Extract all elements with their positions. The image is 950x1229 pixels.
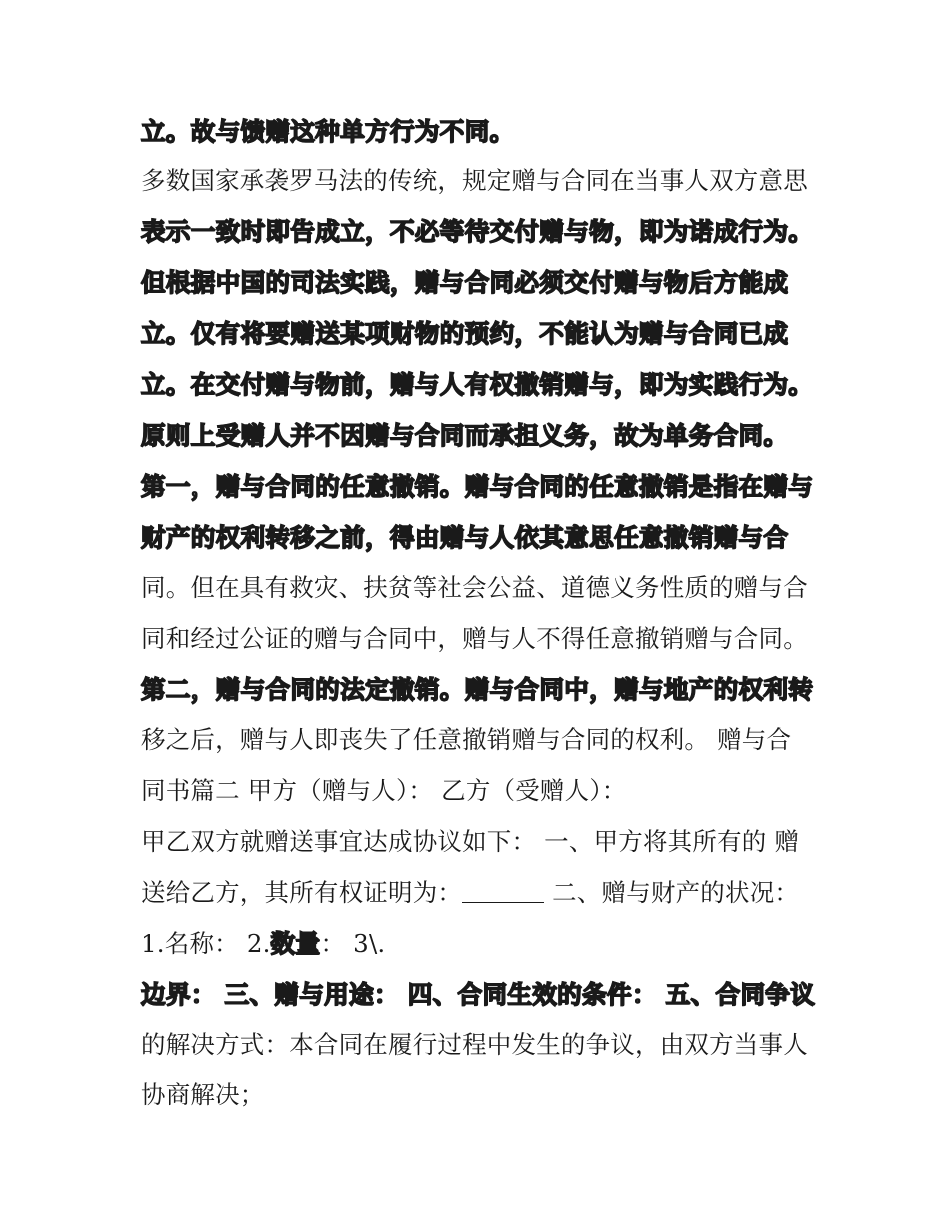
item-number: 2. bbox=[238, 929, 271, 958]
property-line bbox=[141, 929, 821, 959]
text-line: 表示一致时即告成立，不必等待交付赠与物，即为诺成行为。 bbox=[141, 217, 814, 246]
text-line: 立。故与馈赠这种单方行为不同。 bbox=[141, 117, 515, 146]
text-line: 同和经过公证的赠与合同中，赠与人不得任意撤销赠与合同。 bbox=[141, 624, 808, 653]
text-line: 财产的权利转移之前，得由赠与人依其意思任意撤销赠与合 bbox=[141, 523, 789, 552]
ownership-line bbox=[141, 878, 821, 908]
text-line: 移之后，赠与人即丧失了任意撤销赠与合同的权利。 赠与合 bbox=[141, 725, 792, 754]
text-line: 同书篇二 甲方（赠与人）： 乙方（受赠人）： bbox=[141, 776, 627, 805]
quantity-label: 数量 bbox=[270, 929, 321, 958]
ownership-label: 送给乙方，其所有权证明为： bbox=[141, 878, 463, 907]
text-line: 第二，赠与合同的法定撤销。赠与合同中，赠与地产的权利转 bbox=[141, 675, 814, 704]
text-line: 同。但在具有救灾、扶贫等社会公益、道德义务性质的赠与合 bbox=[141, 573, 808, 602]
text-line: 立。仅有将要赠送某项财物的预约，不能认为赠与合同已成 bbox=[141, 319, 789, 348]
text-line: 的解决方式：本合同在履行过程中发生的争议，由双方当事人 bbox=[141, 1030, 808, 1059]
ownership-blank bbox=[462, 880, 544, 903]
text-line: 多数国家承袭罗马法的传统，规定赠与合同在当事人双方意思 bbox=[141, 166, 808, 195]
text-line: 边界： 三、赠与用途： 四、合同生效的条件： 五、合同争议 bbox=[141, 980, 816, 1009]
text-line: 立。在交付赠与物前，赠与人有权撤销赠与，即为实践行为。 bbox=[141, 370, 814, 399]
text-line: 甲乙双方就赠送事宜达成协议如下： 一、甲方将其所有的 赠 bbox=[141, 827, 800, 856]
text-line: 原则上受赠人并不因赠与合同而承担义务，故为单务合同。 bbox=[141, 421, 789, 450]
text-line: 第一，赠与合同的任意撤销。赠与合同的任意撤销是指在赠与 bbox=[141, 472, 814, 501]
text-line: 协商解决； bbox=[141, 1080, 265, 1109]
name-label: 1.名称： bbox=[141, 929, 239, 958]
property-status-label: 二、赠与财产的状况： bbox=[544, 878, 800, 907]
text-line: 但根据中国的司法实践，赠与合同必须交付赠与物后方能成 bbox=[141, 268, 789, 297]
boundary-label: ： 3\. bbox=[320, 929, 386, 958]
